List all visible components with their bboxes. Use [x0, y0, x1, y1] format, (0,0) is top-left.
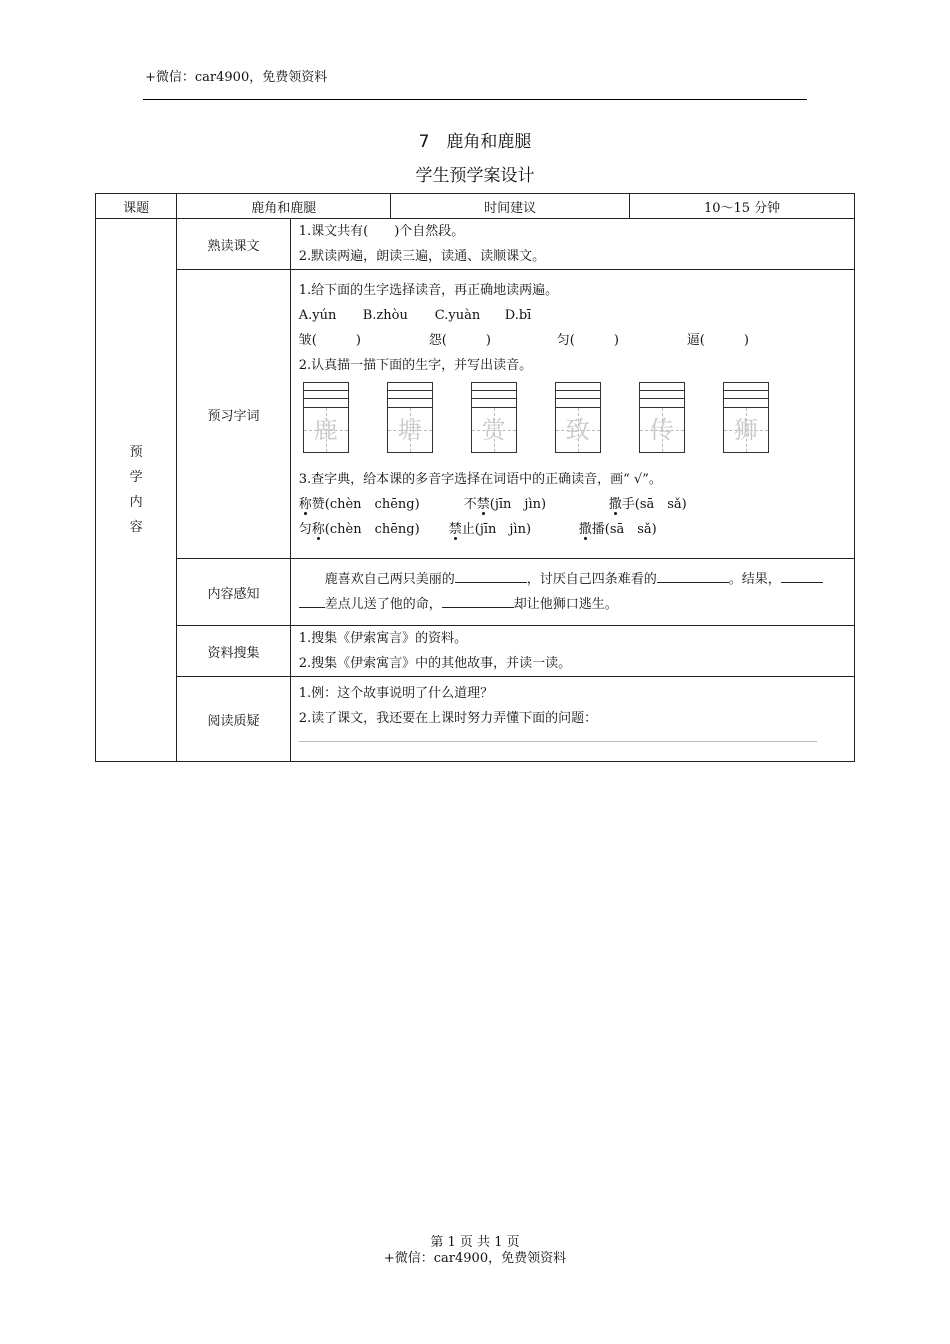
research-label: 资料搜集	[177, 626, 290, 677]
lesson-title: 7 鹿角和鹿腿	[418, 132, 532, 152]
page-subtitle: 学生预学案设计	[415, 166, 535, 186]
header-watermark: +微信：car4900，免费领资料	[145, 70, 328, 85]
trace-box: 致	[555, 382, 601, 453]
time-value: 10～15 分钟	[630, 194, 855, 219]
read-text-line1: 1.课文共有( )个自然段。	[298, 224, 465, 239]
footer-watermark: +微信：car4900，免费领资料	[383, 1251, 567, 1266]
topic-value: 鹿角和鹿腿	[177, 194, 391, 219]
polyphone-row-1: 称赞(chèn chēng) 不禁(jīn jìn) 撒手(sā sǎ)	[298, 497, 687, 512]
perception-label: 内容感知	[177, 559, 290, 626]
vocab-options: A.yún B.zhòu C.yuàn D.bī	[298, 308, 532, 323]
header-rule	[143, 99, 807, 100]
vocab-q2: 2.认真描一描下面的生字，并写出读音。	[298, 358, 533, 373]
vocab-chars: 皱( ) 怨( ) 匀( ) 逼( )	[298, 333, 749, 348]
time-label: 时间建议	[391, 194, 630, 219]
trace-box: 传	[639, 382, 685, 453]
trace-box: 赏	[471, 382, 517, 453]
research-line2: 2.搜集《伊索寓言》中的其他故事，并读一读。	[298, 656, 572, 671]
vocab-q3: 3.查字典，给本课的多音字选择在词语中的正确读音，画“ √”。	[298, 472, 662, 487]
research-line1: 1.搜集《伊索寓言》的资料。	[298, 631, 468, 646]
section-label: 预 学 内 容	[96, 219, 177, 762]
answer-line	[299, 741, 817, 742]
question-line1: 1.例：这个故事说明了什么道理？	[298, 686, 494, 701]
trace-box: 鹿	[303, 382, 349, 453]
trace-box: 塘	[387, 382, 433, 453]
tracing-grid	[303, 382, 846, 453]
polyphone-row-2: 匀称(chèn chēng) 禁止(jīn jìn) 撒播(sā sǎ)	[298, 522, 657, 537]
read-text-line2: 2.默读两遍，朗读三遍，读通、读顺课文。	[298, 249, 546, 264]
vocab-q1: 1.给下面的生字选择读音，再正确地读两遍。	[298, 283, 559, 298]
page-number: 第 1 页 共 1 页	[430, 1235, 520, 1250]
preview-table: 课题 鹿角和鹿腿 时间建议 10～15 分钟 预 学 内 容 熟读课文 1.课文共有( )个自然段。 2.默读两遍，朗读三遍，读通、读顺课文。 预习字词 1.给下面的生字选择读音，再正确地读两遍。 A.yún B.zhòu C.yuàn D.bī 皱( ) 怨( ) 匀( ) 逼( ) 2.认真描一描下面的生字，并写出读音。 鹿 塘 赏 致 传 狮 3.查字典，给本课的多音字选择在词语中的正确读音，画“ √”。 称赞(chèn chēng) 不禁(jīn jìn) 撒手(sā sǎ) 匀称(chèn chēng) 禁止(jīn jìn) 撒播(sā sǎ) 内容感知 鹿喜欢自己两只美丽的 ，讨厌自己四条难看的 。结果， 差点儿送了他的命， 却让他狮口逃生。 资料搜集 1.搜集《伊索寓言》的资料。 2.搜集《伊索寓言》中的其他故事，并读一读。 阅读质疑 1.例：这个故事说明了什么道理？ 2.读了课文，我还要在上课时努力弄懂下面的问题：	[95, 193, 855, 762]
trace-box: 狮	[723, 382, 769, 453]
read-text-label: 熟读课文	[177, 219, 290, 270]
topic-label: 课题	[96, 194, 177, 219]
question-line2: 2.读了课文，我还要在上课时努力弄懂下面的问题：	[298, 711, 598, 726]
vocab-label: 预习字词	[177, 270, 290, 559]
question-label: 阅读质疑	[177, 677, 290, 762]
